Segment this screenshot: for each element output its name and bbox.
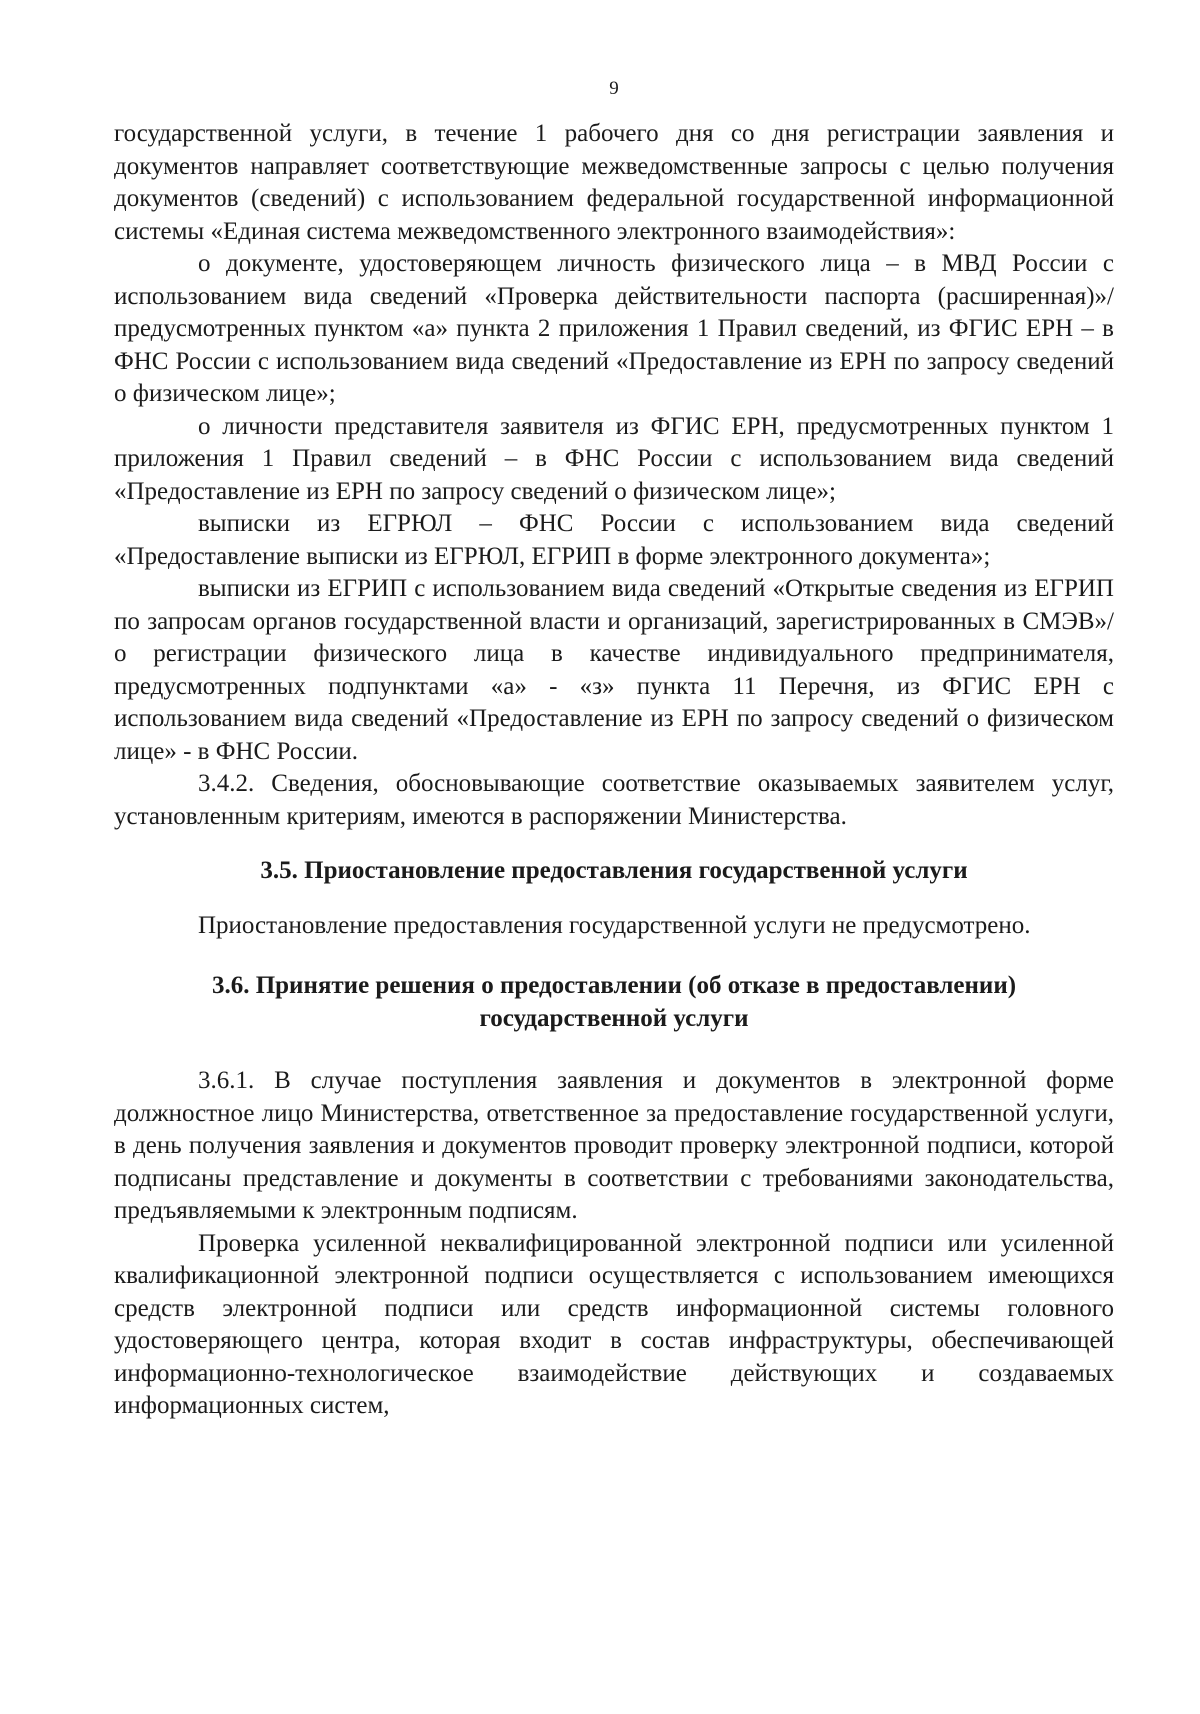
paragraph-mvd-request: о документе, удостоверяющем личность физического лица – в МВД России с использованием вида сведений «Проверка действительности паспорта (расширенная)»/предусмотренных пунктом «а» пункта 2 приложения 1 Правил сведений, из ФГИС ЕРН – в ФНС России с использованием вида сведений «Предоставление из ЕРН по запросу сведений о физическом лице»;: [114, 250, 1114, 407]
paragraph-egryul-request: выписки из ЕГРЮЛ – ФНС России с использованием вида сведений «Предоставление выписки из ЕГРЮЛ, ЕГРИП в форме электронного документа»;: [114, 510, 1114, 570]
paragraph-3-6-1: 3.6.1. В случае поступления заявления и документов в электронной форме должностное лицо Министерства, ответственное за предоставление государственной услуги, в день получения заявления и документов проводит проверку электронной подписи, которой подписаны представление и документы в соответствии с требованиями законодательства, предъявляемыми к электронным подписям.: [114, 1067, 1114, 1224]
page-number: 9: [609, 78, 619, 99]
paragraph-continuation: государственной услуги, в течение 1 рабочего дня со дня регистрации заявления и документов направляет соответствующие межведомственные запросы с целью получения документов (сведений) с использованием федеральной государственной информационной системы «Единая система межведомственного электронного взаимодействия»:: [114, 120, 1114, 245]
section-heading-3-6-line2: государственной услуги: [479, 1004, 749, 1032]
section-heading-3-5: 3.5. Приостановление предоставления государственной услуги: [260, 857, 968, 884]
paragraph-suspension: Приостановление предоставления государственной услуги не предусмотрено.: [198, 911, 1031, 939]
paragraph-3-4-2: 3.4.2. Сведения, обосновывающие соответствие оказываемых заявителем услуг, установленным критериям, имеются в распоряжении Министерства.: [114, 770, 1114, 830]
paragraph-egrip-request: выписки из ЕГРИП с использованием вида сведений «Открытые сведения из ЕГРИП по запросам органов государственной власти и организаций, зарегистрированных в СМЭВ»/о регистрации физического лица в качестве индивидуального предпринимателя, предусмотренных подпунктами «а» - «з» пункта 11 Перечня, из ФГИС ЕРН с использованием вида сведений «Предоставление из ЕРН по запросу сведений о физическом лице» - в ФНС России.: [114, 575, 1114, 765]
section-heading-3-6: [114, 970, 1114, 1035]
paragraph-representative-request: о личности представителя заявителя из ФГИС ЕРН, предусмотренных пунктом 1 приложения 1 Правил сведений – в ФНС России с использованием вида сведений «Предоставление из ЕРН по запросу сведений о физическом лице»;: [114, 412, 1114, 505]
paragraph-signature-check: Проверка усиленной неквалифицированной электронной подписи или усиленной квалификационной электронной подписи осуществляется с использованием имеющихся средств электронной подписи или средств информационной системы головного удостоверяющего центра, которая входит в состав инфраструктуры, обеспечивающей информационно-технологическое взаимодействие действующих и создаваемых информационных систем,: [114, 1229, 1114, 1419]
section-heading-3-6-line1: 3.6. Принятие решения о предоставлении (об отказе в предоставлении): [211, 972, 1017, 999]
